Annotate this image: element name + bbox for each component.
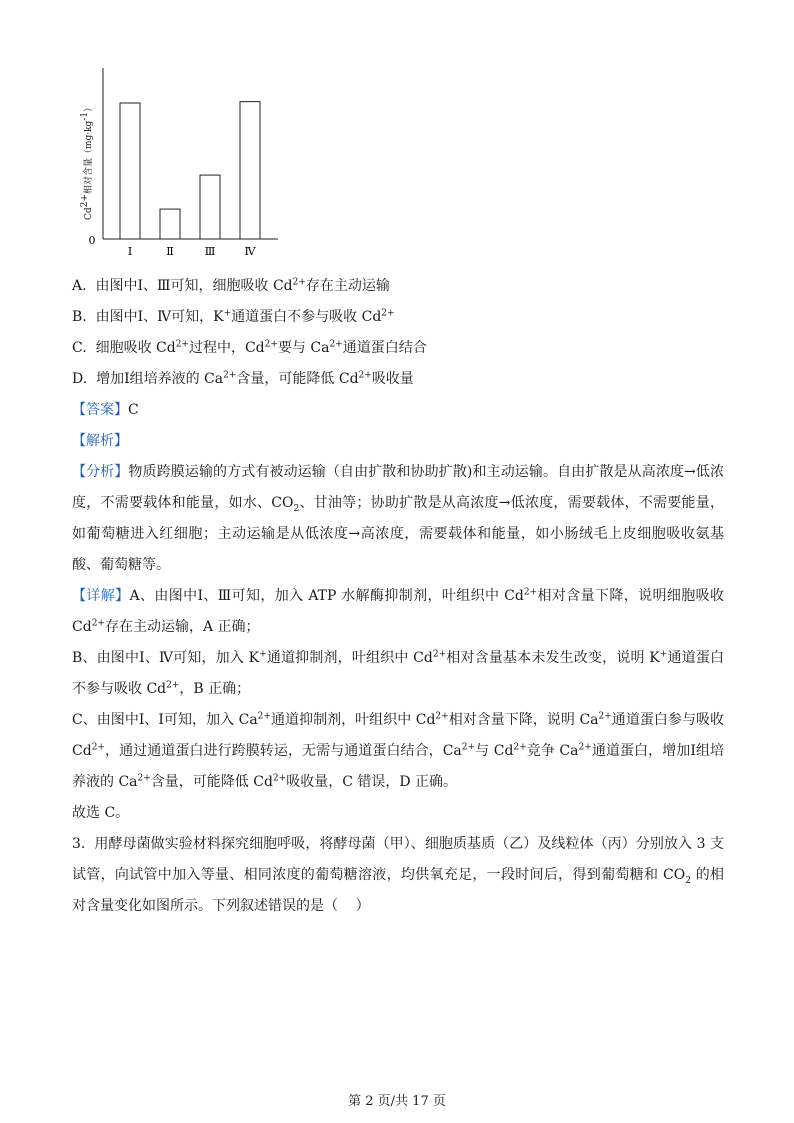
option-a: A. 由图中Ⅰ、Ⅲ可知，细胞吸收 $Cd^{2+}$存在主动运输 bbox=[72, 277, 390, 294]
bar-4 bbox=[240, 102, 260, 239]
x-tick-label-2: Ⅱ bbox=[166, 245, 174, 258]
chart-svg bbox=[60, 60, 300, 260]
y-axis-label bbox=[60, 60, 94, 260]
x-tick-label-1: Ⅰ bbox=[127, 245, 133, 258]
answer-line bbox=[72, 400, 139, 420]
option-c: C. 细胞吸收 $Cd^{2+}$过程中，$Cd^{2+}$要与 $Ca^{2+}$通道蛋白结合 bbox=[72, 339, 427, 356]
detail-paragraph: 【详解】A、由图中Ⅰ、Ⅲ可知，加入 ATP 水解酶抑制剂，叶组织中 $Cd^{2+}$相对含量下降，说明细胞吸收 $Cd^{2+}$存在主动运输，A 正确； B、由图中Ⅰ、Ⅳ可知，加入 K+通道抑制剂，叶组织中 $Cd^{2+}$相对含量基本未发生改变，说明 K+通道蛋白不参与吸收 $Cd^{2+}$，B 正确； C、由图中Ⅰ、Ⅰ可知，加入 $Ca^{2+}$通道抑制剂，叶组织中 $Cd^{2+}$相对含量下降，说明 $Ca^{2+}$通道蛋白参与吸收 $Cd^{2+}$，通过通道蛋白进行跨膜转运，无需与通道蛋白结合，$Ca^{2+}$与 $Cd^{2+}$竞争 $Ca^{2+}$通道蛋白，增加Ⅰ组培养液的 $Ca^{2+}$含量，可能降低 $Cd^{2+}$吸收量，C 错误，D 正确。 故选 C。 bbox=[72, 587, 725, 821]
option-b: B. 由图中Ⅰ、Ⅳ可知，K+通道蛋白不参与吸收 $Cd^{2+}$ bbox=[72, 308, 395, 325]
analysis-tag: 【解析】 bbox=[72, 433, 128, 449]
cd-content-bar-chart bbox=[60, 60, 300, 260]
origin-label: 0 bbox=[88, 234, 96, 247]
bar-1 bbox=[120, 103, 140, 239]
x-tick-label-3: Ⅲ bbox=[204, 245, 216, 258]
analysis-paragraph: 【分析】物质跨膜运输的方式有被动运输（自由扩散和协助扩散)和主动运输。自由扩散是从高浓度→低浓度，不需要载体和能量，如水、$CO_2$、甘油等；协助扩散是从高浓度→低浓度，需要载体，不需要能量，如葡萄糖进入红细胞；主动运输是从低浓度→高浓度，需要载体和能量，如小肠绒毛上皮细胞吸收氨基酸、葡萄糖等。 bbox=[72, 464, 724, 573]
y-axis-label-text: $Cd^{2+}$相对含量$(mg\cdot kg^{-1})$ bbox=[80, 102, 94, 220]
answer-value: C bbox=[128, 402, 139, 418]
question-3: 3. 用酵母菌做实验材料探究细胞呼吸，将酵母菌（甲）、细胞质基质（乙）及线粒体（丙）分别放入 3 支试管，向试管中加入等量、相同浓度的葡萄糖溶液，均供氧充足，一段时间后，得到葡萄糖和 $CO_2$ 的相对含量变化如图所示。下列叙述错误的是（ ） bbox=[72, 836, 725, 914]
page-footer: 第 2 页/共 17 页 bbox=[348, 1094, 446, 1109]
answer-tag: 【答案】 bbox=[72, 402, 128, 418]
bar-3 bbox=[200, 175, 220, 239]
x-tick-label-4: Ⅳ bbox=[244, 245, 256, 258]
bar-2 bbox=[160, 209, 180, 239]
option-d: D. 增加Ⅰ组培养液的 $Ca^{2+}$含量，可能降低 $Cd^{2+}$吸收量 bbox=[72, 370, 414, 387]
